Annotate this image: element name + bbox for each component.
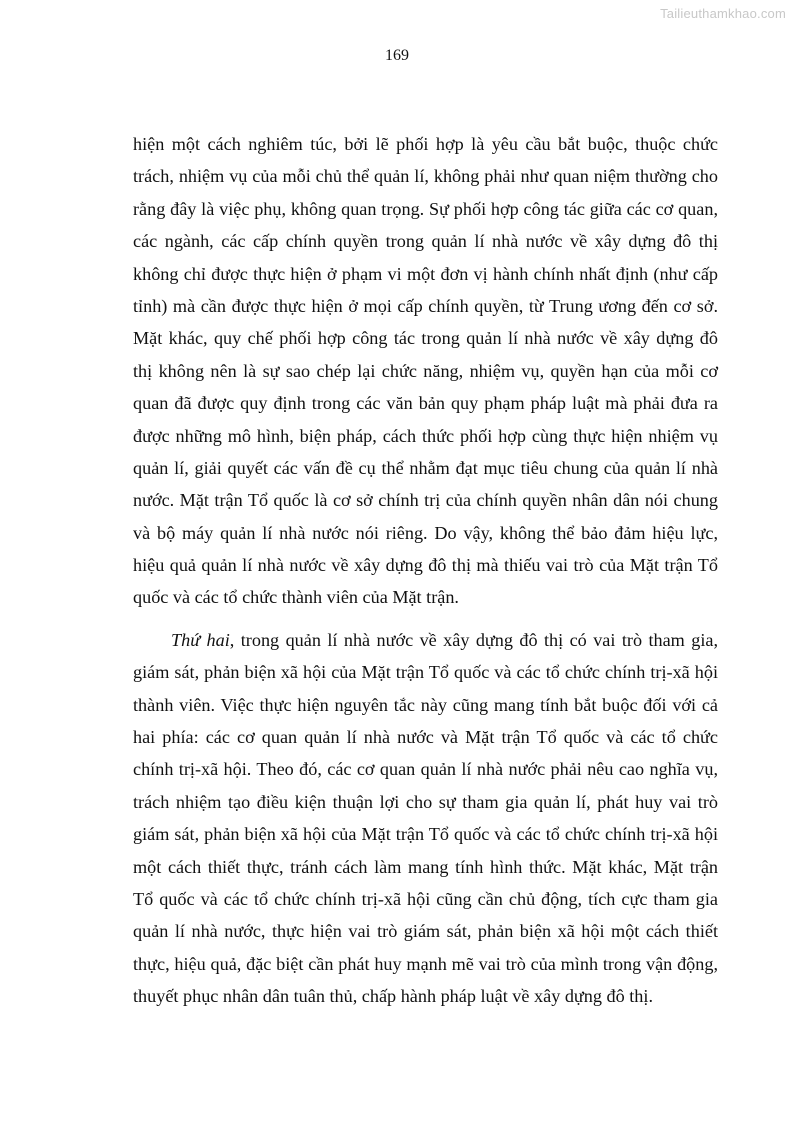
text-line: giám sát, phản biện xã hội của Mặt trận Tổ quốc và các tổ chức chính trị-xã hội	[133, 662, 718, 683]
text-line: Tổ quốc và các tổ chức chính trị-xã hội cũng cần chủ động, tích cực tham gia	[133, 888, 718, 909]
page-number: 169	[385, 47, 409, 64]
text-line: được những mô hình, biện pháp, cách thức phối hợp cùng thực hiện nhiệm vụ	[133, 425, 718, 446]
paragraph-2	[133, 624, 718, 1013]
text-line: hiệu quả quản lí nhà nước về xây dựng đô thị mà thiếu vai trò của Mặt trận Tổ	[133, 555, 718, 576]
text-line: quan đã được quy định trong các văn bản quy phạm pháp luật mà phải đưa ra	[133, 393, 718, 414]
text-line: các ngành, các cấp chính quyền trong quản lí nhà nước về xây dựng đô thị	[133, 231, 718, 252]
text-line: giám sát, phản biện xã hội của Mặt trận Tổ quốc và các tổ chức chính trị-xã hội	[133, 824, 718, 845]
text-line-first	[133, 624, 718, 656]
text-line: thành viên. Việc thực hiện nguyên tắc này cũng mang tính bắt buộc đối với cả	[133, 694, 718, 715]
text-line: quốc và các tổ chức thành viên của Mặt trận.	[133, 587, 459, 608]
text-line: nước. Mặt trận Tổ quốc là cơ sở chính trị của chính quyền nhân dân nói chung	[133, 490, 718, 511]
text-line: trách, nhiệm vụ của mỗi chủ thể quản lí, không phải như quan niệm thường cho	[133, 166, 718, 187]
watermark-text: Tailieuthamkhao.com	[660, 6, 786, 21]
text-line: quản lí, giải quyết các vấn đề cụ thể nhằm đạt mục tiêu chung của quản lí nhà	[133, 457, 718, 478]
paragraph-1	[133, 128, 718, 614]
text-line: và bộ máy quản lí nhà nước nói riêng. Do vậy, không thể bảo đảm hiệu lực,	[133, 522, 718, 543]
text-line: hiện một cách nghiêm túc, bởi lẽ phối hợp là yêu cầu bắt buộc, thuộc chức	[133, 134, 718, 154]
text-line: thực, hiệu quả, đặc biệt cần phát huy mạnh mẽ vai trò của mình trong vận động,	[133, 953, 718, 974]
text-line: tỉnh) mà cần được thực hiện ở mọi cấp chính quyền, từ Trung ương đến cơ sở.	[133, 295, 718, 316]
first-line-rest: , trong quản lí nhà nước về xây dựng đô thị có vai trò tham gia,	[229, 629, 718, 650]
text-line: trách nhiệm tạo điều kiện thuận lợi cho sự tham gia quản lí, phát huy vai trò	[133, 791, 718, 812]
text-line: rằng đây là việc phụ, không quan trọng. Sự phối hợp công tác giữa các cơ quan,	[133, 198, 718, 219]
text-line: quản lí nhà nước, thực hiện vai trò giám sát, phản biện xã hội một cách thiết	[133, 921, 718, 942]
body-text	[133, 128, 718, 1013]
text-line: Mặt khác, quy chế phối hợp công tác trong quản lí nhà nước về xây dựng đô	[133, 328, 718, 349]
text-line: không chỉ được thực hiện ở phạm vi một đơn vị hành chính nhất định (như cấp	[133, 263, 718, 284]
text-line: chính trị-xã hội. Theo đó, các cơ quan quản lí nhà nước phải nêu cao nghĩa vụ,	[133, 759, 718, 780]
text-line: thị không nên là sự sao chép lại chức năng, nhiệm vụ, quyền hạn của mỗi cơ	[133, 360, 718, 381]
lead-italic: Thứ hai	[171, 629, 230, 650]
text-line: hai phía: các cơ quan quản lí nhà nước và Mặt trận Tổ quốc và các tổ chức	[133, 727, 718, 748]
text-line: thuyết phục nhân dân tuân thủ, chấp hành pháp luật về xây dựng đô thị.	[133, 986, 653, 1007]
text-line: một cách thiết thực, tránh cách làm mang tính hình thức. Mặt khác, Mặt trận	[133, 856, 718, 877]
